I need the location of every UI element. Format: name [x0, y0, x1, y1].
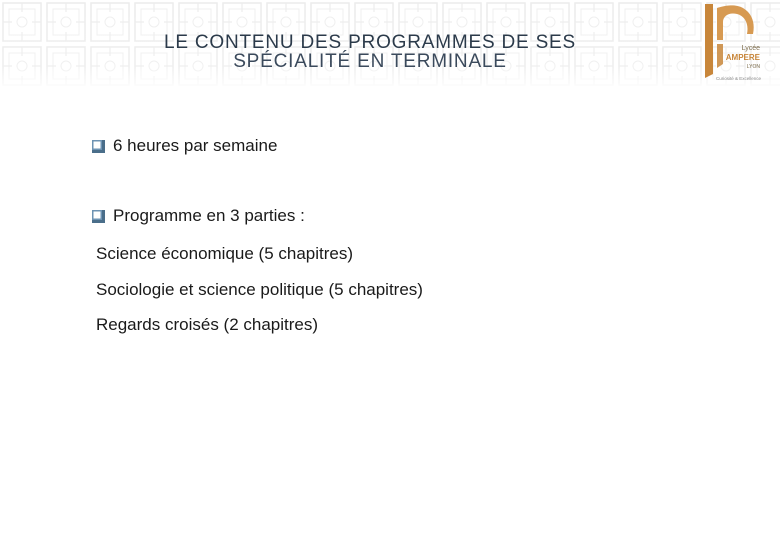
bullet-text-programme: Programme en 3 parties :: [113, 206, 305, 225]
slide-title-line2: SPÉCIALITÉ EN TERMINALE: [233, 51, 507, 72]
logo-text-motto: Curiosité & Excellence: [715, 76, 761, 81]
logo-text-lyon: LYON: [746, 64, 760, 70]
programme-part-economie: Science économique (5 chapitres): [96, 244, 354, 263]
programme-part-sociologie: Sociologie et science politique (5 chapitres): [96, 280, 423, 299]
bullet-text-hours: 6 heures par semaine: [113, 136, 278, 155]
checkbox-square-icon: [92, 140, 105, 153]
logo-text-ampere: AMPERE: [725, 53, 760, 62]
checkbox-square-icon: [92, 210, 105, 223]
slide-title-line1: LE CONTENU DES PROGRAMMES DE SES: [163, 32, 576, 53]
lycee-ampere-logo: [703, 4, 761, 84]
bullet-item-hours: [92, 136, 277, 156]
logo-emblem-icon: [703, 4, 761, 84]
programme-part-regards-croises: Regards croisés (2 chapitres): [96, 315, 319, 334]
bullet-item-programme: [92, 206, 305, 226]
logo-text-lycee: Lycée: [741, 45, 760, 52]
